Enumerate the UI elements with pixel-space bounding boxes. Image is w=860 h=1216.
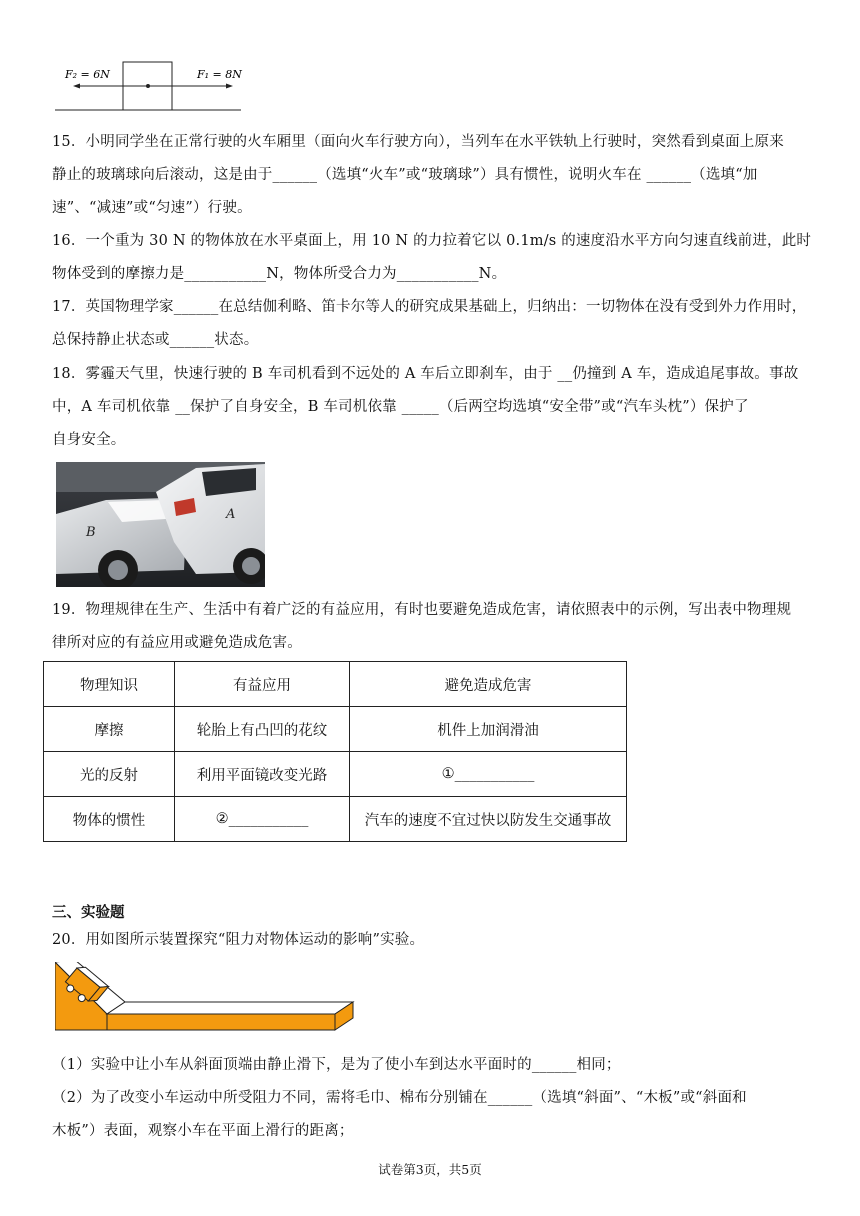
question-19: [52, 594, 812, 660]
q18-line1: 18．雾霾天气里，快速行驶的 B 车司机看到不远处的 A 车后立即刹车，由于 __仍撞到 A 车，造成追尾事故。事故: [52, 366, 799, 382]
q18-line2: 中，A 车司机依靠 __保护了自身安全，B 车司机依靠 _____（后两空均选填“安全带”或“汽车头枕”）保护了: [52, 399, 749, 415]
question-20-subparts: [52, 1049, 812, 1148]
q18-line3: 自身安全。: [52, 432, 126, 448]
question-20: [52, 924, 812, 957]
table-cell: 汽车的速度不宜过快以防发生交通事故: [350, 797, 627, 842]
table-header: 有益应用: [175, 662, 350, 707]
q17-line2: 总保持静止状态或______状态。: [52, 332, 259, 348]
force-diagram: [55, 58, 245, 114]
board-front: [107, 1014, 335, 1030]
question-16: [52, 225, 812, 291]
q20-sub2b: 木板”）表面，观察小车在平面上滑行的距离；: [52, 1123, 354, 1139]
table-row: [44, 797, 627, 842]
car-crash-photo: [56, 462, 265, 587]
q15-line2: 静止的玻璃球向后滚动，这是由于______（选填“火车”或“玻璃球”）具有惯性，说明火车在 ______（选填“加: [52, 167, 758, 183]
q19-line2: 律所对应的有益应用或避免造成危害。: [52, 635, 302, 651]
board-top: [107, 1002, 353, 1014]
q20-sub2a: （2）为了改变小车运动中所受阻力不同，需将毛巾、棉布分别铺在______（选填“斜面”、“木板”或“斜面和: [52, 1090, 747, 1106]
section-title: 三、实验题: [52, 905, 125, 921]
table-header-row: [44, 662, 627, 707]
q16-line2: 物体受到的摩擦力是___________N，物体所受合力为___________N。: [52, 266, 507, 282]
table-row: [44, 752, 627, 797]
f2-arrowhead: [73, 84, 80, 89]
q16-line1: 16．一个重为 30 N 的物体放在水平桌面上，用 10 N 的力拉着它以 0.1m/s 的速度沿水平方向匀速直线前进，此时: [52, 233, 812, 249]
q15-line1: 15．小明同学坐在正常行驶的火车厢里（面向火车行驶方向），当列车在水平铁轨上行驶时，突然看到桌面上原来: [52, 134, 784, 150]
table-cell: 光的反射: [44, 752, 175, 797]
q15-line3: 速”、“减速”或“匀速”）行驶。: [52, 200, 252, 216]
q19-line1: 19．物理规律在生产、生活中有着广泛的有益应用，有时也要避免造成危害，请依照表中的示例，写出表中物理规: [52, 602, 792, 618]
table-cell: 轮胎上有凸凹的花纹: [175, 707, 350, 752]
f1-arrowhead: [226, 84, 233, 89]
table-cell: ②___________: [175, 797, 350, 842]
question-17: [52, 291, 812, 357]
incline-ramp-diagram: [55, 962, 355, 1034]
table-header: 物理知识: [44, 662, 175, 707]
car-a-label: A: [226, 507, 236, 522]
table-cell: 机件上加润滑油: [350, 707, 627, 752]
table-header: 避免造成危害: [350, 662, 627, 707]
q20-line1: 20．用如图所示装置探究“阻力对物体运动的影响”实验。: [52, 932, 425, 948]
car-b-label: B: [86, 525, 96, 540]
table-cell: ①___________: [350, 752, 627, 797]
table-row: [44, 707, 627, 752]
q20-sub1: （1）实验中让小车从斜面顶端由静止滑下，是为了使小车到达水平面时的______相同；: [52, 1057, 621, 1073]
page-footer: 试卷第3页，共5页: [378, 1162, 482, 1177]
table-cell: 利用平面镜改变光路: [175, 752, 350, 797]
question-15: [52, 126, 812, 225]
force-point: [146, 84, 150, 88]
physics-table: [43, 661, 627, 842]
table-cell: 物体的惯性: [44, 797, 175, 842]
f2-label: F₂ = 6N: [65, 68, 110, 81]
table-cell: 摩擦: [44, 707, 175, 752]
question-18: [52, 358, 812, 457]
f1-label: F₁ = 8N: [197, 68, 242, 81]
q17-line1: 17．英国物理学家______在总结伽利略、笛卡尔等人的研究成果基础上，归纳出：一切物体在没有受到外力作用时，: [52, 299, 807, 315]
